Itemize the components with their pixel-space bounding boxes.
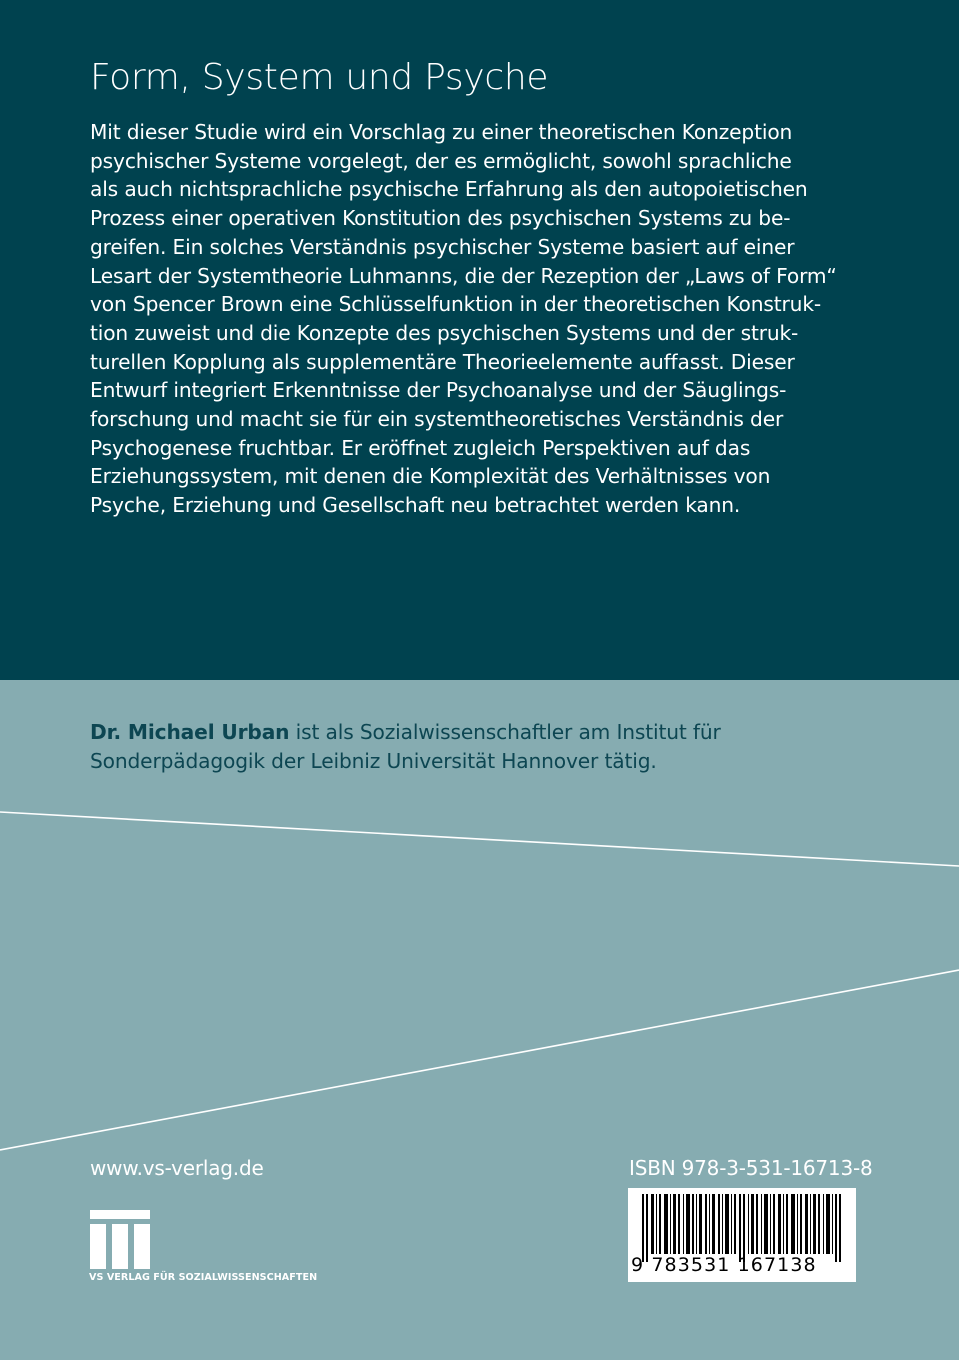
blurb-line: Prozess einer operativen Konstitution des psychischen Systems zu be- [90, 206, 791, 231]
blurb-line: forschung und macht sie für ein systemtheoretisches Verständnis der [90, 407, 784, 432]
author-bio-line: Sonderpädagogik der Leibniz Universität Hannover tätig. [90, 749, 657, 773]
blurb-line: Psychogenese fruchtbar. Er eröffnet zugleich Perspektiven auf das [90, 435, 751, 460]
blurb-line: Psyche, Erziehung und Gesellschaft neu betrachtet werden kann. [90, 493, 741, 518]
blurb-line: von Spencer Brown eine Schlüsselfunktion in der theoretischen Konstruk- [90, 292, 822, 317]
decorative-line-upper [0, 812, 959, 866]
blurb-line: Erziehungssystem, mit denen die Komplexität des Verhältnisses von [90, 464, 771, 489]
blurb-line: turellen Kopplung als supplementäre Theorieelemente auffasst. Dieser [90, 349, 795, 374]
barcode [628, 1188, 856, 1282]
blurb-line: psychischer Systeme vorgelegt, der es ermöglicht, sowohl sprachliche [90, 148, 792, 173]
blurb-line: tion zuweist und die Konzepte des psychischen Systems und der struk- [90, 320, 799, 345]
blurb-line: Mit dieser Studie wird ein Vorschlag zu einer theoretischen Konzeption [90, 120, 793, 144]
barcode-digits: 9 783531 167138 [631, 1254, 817, 1276]
decorative-line-lower [0, 970, 959, 1150]
blurb-line: Entwurf integriert Erkenntnisse der Psychoanalyse und der Säuglings- [90, 378, 787, 403]
blurb-line: als auch nichtsprachliche psychische Erfahrung als den autopoietischen [90, 177, 808, 202]
publisher-name: VS VERLAG FÜR SOZIALWISSENSCHAFTEN [89, 1272, 318, 1283]
publisher-logo-icon [90, 1210, 152, 1270]
book-title: Form, System und Psyche [90, 57, 549, 98]
author-bio-text: ist als Sozialwissenschaftler am Institut für [289, 720, 721, 744]
isbn-number: ISBN 978-3-531-16713-8 [629, 1156, 873, 1180]
publisher-website: www.vs-verlag.de [90, 1156, 264, 1180]
author-name: Dr. Michael Urban [90, 720, 290, 744]
blurb-line: greifen. Ein solches Verständnis psychischer Systeme basiert auf einer [90, 234, 795, 259]
blurb-line: Lesart der Systemtheorie Luhmanns, die der Rezeption der „Laws of Form“ [90, 263, 837, 288]
